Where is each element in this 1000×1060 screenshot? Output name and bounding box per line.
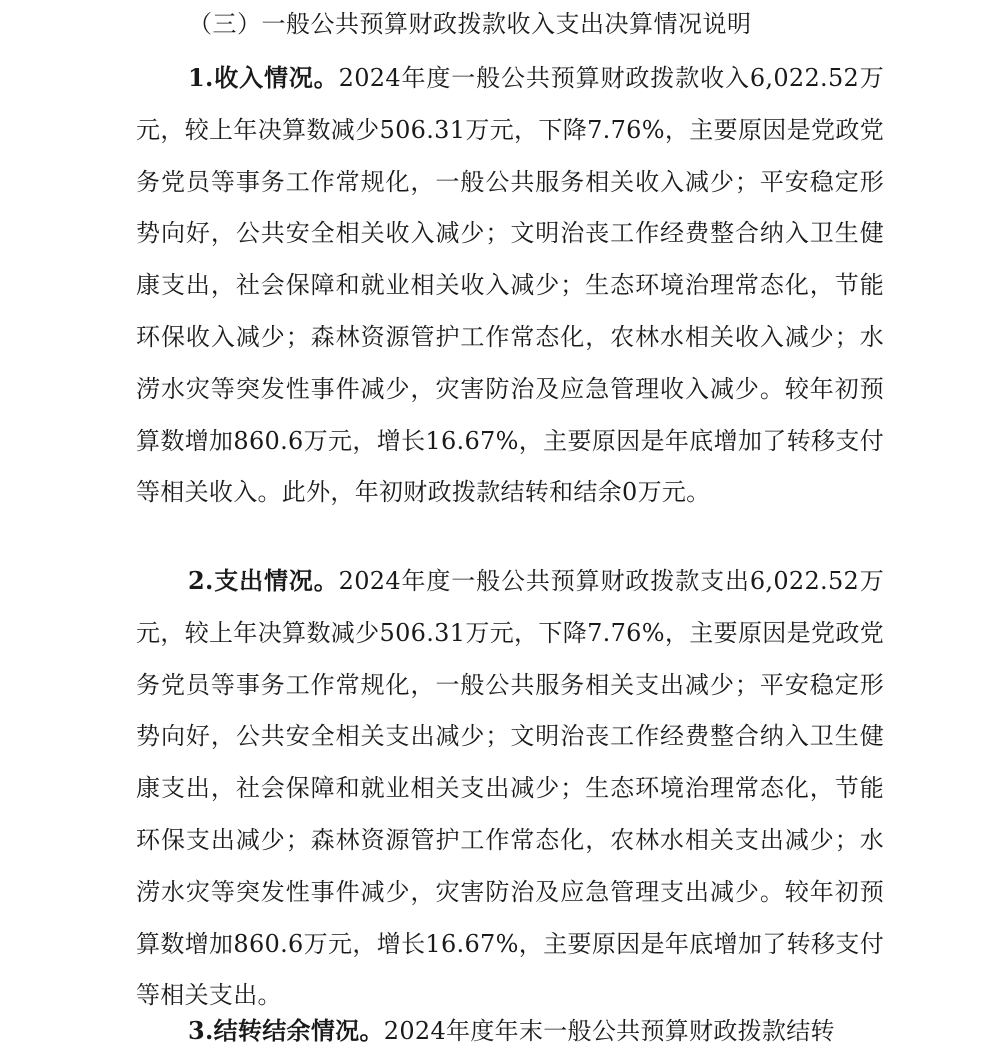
paragraph-lead-expenditure: 2.支出情况。 xyxy=(188,566,339,595)
paragraph-lead-income: 1.收入情况。 xyxy=(188,63,339,92)
paragraph-body-income: 2024年度一般公共预算财政拨款收入6,022.52万元，较上年决算数减少506.31万元，下降7.76%，主要原因是党政党务党员等事务工作常规化，一般公共服务相关收入减少；平安稳定形势向好，公共安全相关收入减少；文明治丧工作经费整合纳入卫生健康支出，社会保障和就业相关收入减少；生态环境治理常态化，节能环保收入减少；森林资源管护工作常态化，农林水相关收入减少；水涝水灾等突发性事件减少，灾害防治及应急管理收入减少。较年初预算数增加860.6万元，增长16.67%，主要原因是年底增加了转移支付等相关收入。此外，年初财政拨款结转和结余0万元。 xyxy=(136,64,884,507)
paragraph-body-carryover: 2024年度年末一般公共预算财政拨款结转 xyxy=(383,1017,835,1045)
paragraph-expenditure xyxy=(136,555,884,1022)
paragraph-carryover xyxy=(136,1005,884,1058)
paragraph-income xyxy=(136,52,884,519)
paragraph-lead-carryover: 3.结转结余情况。 xyxy=(188,1016,384,1045)
section-heading: （三）一般公共预算财政拨款收入支出决算情况说明 xyxy=(188,10,752,38)
paragraph-body-expenditure: 2024年度一般公共预算财政拨款支出6,022.52万元，较上年决算数减少506.31万元，下降7.76%，主要原因是党政党务党员等事务工作常规化，一般公共服务相关支出减少；平安稳定形势向好，公共安全相关支出减少；文明治丧工作经费整合纳入卫生健康支出，社会保障和就业相关支出减少；生态环境治理常态化，节能环保支出减少；森林资源管护工作常态化，农林水相关支出减少；水涝水灾等突发性事件减少，灾害防治及应急管理支出减少。较年初预算数增加860.6万元，增长16.67%，主要原因是年底增加了转移支付等相关支出。 xyxy=(136,567,884,1010)
